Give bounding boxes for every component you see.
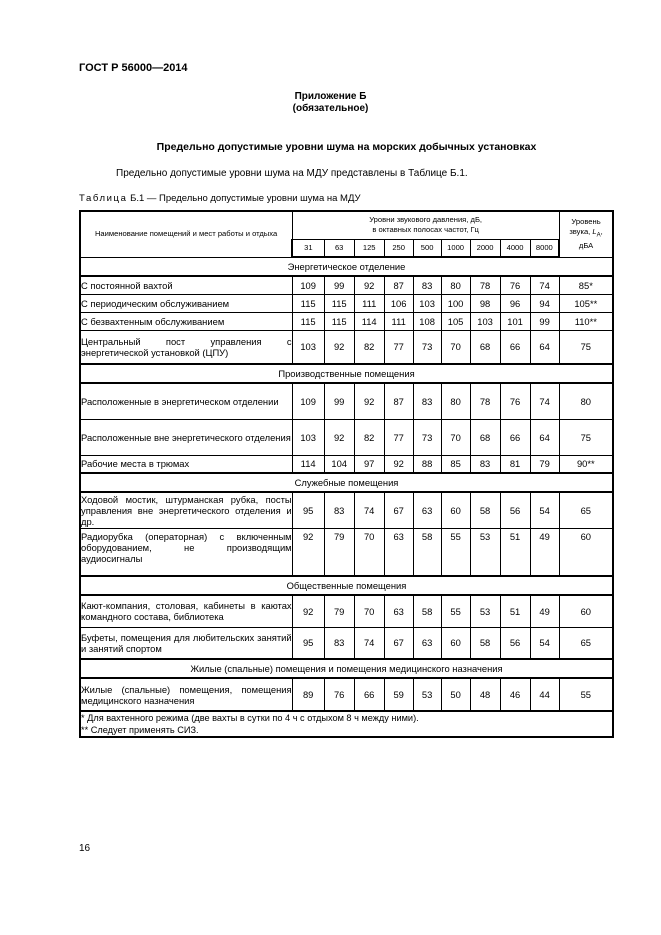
table-caption-label: Таблица [79, 193, 128, 204]
group-title: Служебные помещения [80, 473, 613, 492]
table-row [80, 294, 613, 312]
level-8000hz: 64 [530, 419, 559, 455]
group-row [80, 473, 613, 492]
level-2000hz: 53 [470, 595, 500, 627]
header-sound-level-line2a: звука, [569, 227, 593, 237]
level-63hz: 99 [324, 276, 354, 294]
room-name: С периодическим обслуживанием [80, 294, 292, 312]
level-500hz: 58 [413, 528, 441, 576]
level-500hz: 103 [413, 294, 441, 312]
header-frequency-1000: 1000 [441, 239, 470, 257]
level-4000hz: 66 [500, 419, 530, 455]
level-125hz: 82 [354, 330, 384, 364]
level-8000hz: 49 [530, 595, 559, 627]
room-name: Ходовой мостик, штурманская рубка, посты управления вне энергетического отделения и др. [81, 493, 292, 527]
table-caption [79, 193, 361, 204]
level-2000hz: 68 [470, 330, 500, 364]
level-125hz: 70 [354, 528, 384, 576]
level-250hz: 67 [384, 492, 413, 528]
header-room-name: Наименование помещений и мест работы и отдыха [80, 211, 292, 257]
header-frequency-2000: 2000 [470, 239, 500, 257]
level-1000hz: 85 [441, 455, 470, 473]
level-31hz: 92 [292, 595, 324, 627]
table-row [80, 419, 613, 455]
appendix-title: Приложение Б [294, 91, 367, 102]
level-31hz: 114 [292, 455, 324, 473]
table-caption-text: Б.1 — Предельно допустимые уровни шума на МДУ [127, 193, 361, 204]
level-250hz: 87 [384, 276, 413, 294]
room-name: Кают-компания, столовая, кабинеты в каютах командного состава, библиотека [80, 595, 292, 627]
level-8000hz: 44 [530, 678, 559, 711]
level-63hz: 79 [324, 528, 354, 576]
room-name: Рабочие места в трюмах [80, 455, 292, 473]
level-31hz: 115 [292, 294, 324, 312]
room-name: Расположенные в энергетическом отделении [80, 383, 292, 419]
table-row [80, 312, 613, 330]
level-8000hz: 79 [530, 455, 559, 473]
sound-level-dba: 65 [559, 627, 613, 659]
level-31hz: 89 [292, 678, 324, 711]
document-standard-header: ГОСТ Р 56000—2014 [79, 62, 188, 74]
level-31hz: 109 [292, 276, 324, 294]
level-250hz: 67 [384, 627, 413, 659]
level-500hz: 88 [413, 455, 441, 473]
level-250hz: 77 [384, 419, 413, 455]
table-row [80, 383, 613, 419]
group-title: Жилые (спальные) помещения и помещения медицинского назначения [80, 659, 613, 678]
header-sound-level-line1: Уровень [571, 217, 601, 227]
level-1000hz: 105 [441, 312, 470, 330]
header-frequency-250: 250 [384, 239, 413, 257]
sound-level-dba: 60 [559, 528, 613, 576]
level-250hz: 63 [384, 595, 413, 627]
level-63hz: 83 [324, 492, 354, 528]
level-2000hz: 103 [470, 312, 500, 330]
header-frequency-31: 31 [292, 239, 324, 257]
level-2000hz: 68 [470, 419, 500, 455]
header-sound-pressure-line2: в октавных полосах частот, Гц [372, 225, 479, 235]
level-1000hz: 50 [441, 678, 470, 711]
table-row [80, 528, 613, 576]
level-63hz: 115 [324, 312, 354, 330]
level-125hz: 74 [354, 627, 384, 659]
level-8000hz: 64 [530, 330, 559, 364]
table-row [80, 678, 613, 711]
sound-level-dba: 105** [559, 294, 613, 312]
level-63hz: 92 [324, 330, 354, 364]
level-1000hz: 55 [441, 528, 470, 576]
level-8000hz: 99 [530, 312, 559, 330]
sound-level-dba: 80 [559, 383, 613, 419]
level-250hz: 111 [384, 312, 413, 330]
noise-limits-table [79, 210, 614, 738]
level-250hz: 77 [384, 330, 413, 364]
room-name: С постоянной вахтой [80, 276, 292, 294]
level-8000hz: 94 [530, 294, 559, 312]
sound-level-dba: 90** [559, 455, 613, 473]
level-500hz: 63 [413, 492, 441, 528]
table-row [80, 330, 613, 364]
sound-level-dba: 75 [559, 419, 613, 455]
room-name: Радиорубка (операторная) с включенным оборудованием, не производящим аудиосигналы [80, 528, 292, 576]
level-1000hz: 80 [441, 276, 470, 294]
level-1000hz: 70 [441, 330, 470, 364]
level-500hz: 63 [413, 627, 441, 659]
level-4000hz: 51 [500, 595, 530, 627]
section-title: Предельно допустимые уровни шума на морских добычных установках [156, 141, 537, 153]
level-31hz: 95 [292, 492, 324, 528]
header-frequency-125: 125 [354, 239, 384, 257]
level-63hz: 76 [324, 678, 354, 711]
level-4000hz: 76 [500, 383, 530, 419]
level-250hz: 106 [384, 294, 413, 312]
group-title: Энергетическое отделение [80, 257, 613, 276]
level-8000hz: 49 [530, 528, 559, 576]
level-31hz: 95 [292, 627, 324, 659]
group-row [80, 257, 613, 276]
level-125hz: 82 [354, 419, 384, 455]
level-8000hz: 74 [530, 383, 559, 419]
room-name: Буфеты, помещения для любительских занятий и занятий спортом [80, 627, 292, 659]
level-250hz: 63 [384, 528, 413, 576]
level-63hz: 79 [324, 595, 354, 627]
table-row [80, 276, 613, 294]
footnote-1: * Для вахтенного режима (две вахты в сутки по 4 ч с отдыхом 8 ч между ними). [81, 713, 419, 723]
level-31hz: 109 [292, 383, 324, 419]
appendix-status: (обязательное) [292, 103, 369, 114]
header-sound-level-subscript: A [596, 233, 601, 239]
level-1000hz: 80 [441, 383, 470, 419]
footnotes [80, 711, 613, 737]
level-4000hz: 96 [500, 294, 530, 312]
level-31hz: 92 [292, 528, 324, 576]
group-row [80, 659, 613, 678]
sound-level-dba: 110** [559, 312, 613, 330]
level-31hz: 103 [292, 330, 324, 364]
header-sound-level [559, 211, 613, 257]
level-500hz: 53 [413, 678, 441, 711]
level-2000hz: 58 [470, 492, 500, 528]
footnotes-row [80, 711, 613, 737]
level-2000hz: 98 [470, 294, 500, 312]
level-125hz: 114 [354, 312, 384, 330]
level-1000hz: 70 [441, 419, 470, 455]
sound-level-dba: 55 [559, 678, 613, 711]
table-row [80, 455, 613, 473]
header-frequency-500: 500 [413, 239, 441, 257]
sound-level-dba: 65 [559, 492, 613, 528]
level-1000hz: 100 [441, 294, 470, 312]
level-500hz: 58 [413, 595, 441, 627]
header-sound-pressure [292, 211, 559, 239]
sound-level-dba: 75 [559, 330, 613, 364]
level-2000hz: 83 [470, 455, 500, 473]
level-4000hz: 56 [500, 492, 530, 528]
level-125hz: 66 [354, 678, 384, 711]
level-2000hz: 58 [470, 627, 500, 659]
sound-level-dba: 85* [559, 276, 613, 294]
level-31hz: 103 [292, 419, 324, 455]
level-500hz: 73 [413, 419, 441, 455]
level-250hz: 92 [384, 455, 413, 473]
level-4000hz: 101 [500, 312, 530, 330]
table-row [80, 492, 613, 528]
level-500hz: 83 [413, 383, 441, 419]
level-63hz: 92 [324, 419, 354, 455]
level-4000hz: 81 [500, 455, 530, 473]
table-row [80, 627, 613, 659]
level-4000hz: 76 [500, 276, 530, 294]
intro-paragraph: Предельно допустимые уровни шума на МДУ представлены в Таблице Б.1. [116, 168, 468, 179]
header-sound-level-symbol: L [592, 227, 597, 237]
table-row [80, 595, 613, 627]
level-500hz: 108 [413, 312, 441, 330]
level-2000hz: 53 [470, 528, 500, 576]
level-125hz: 92 [354, 383, 384, 419]
level-4000hz: 66 [500, 330, 530, 364]
header-sound-pressure-line1: Уровни звукового давления, дБ, [369, 215, 483, 225]
group-title: Производственные помещения [80, 364, 613, 383]
level-63hz: 115 [324, 294, 354, 312]
level-1000hz: 60 [441, 492, 470, 528]
header-frequency-8000: 8000 [530, 239, 559, 257]
footnote-2: ** Следует применять СИЗ. [81, 725, 199, 735]
level-2000hz: 78 [470, 383, 500, 419]
level-125hz: 92 [354, 276, 384, 294]
level-2000hz: 78 [470, 276, 500, 294]
header-frequency-63: 63 [324, 239, 354, 257]
level-1000hz: 60 [441, 627, 470, 659]
level-4000hz: 46 [500, 678, 530, 711]
level-63hz: 99 [324, 383, 354, 419]
level-63hz: 104 [324, 455, 354, 473]
level-500hz: 73 [413, 330, 441, 364]
room-name: Расположенные вне энергетического отделения [80, 419, 292, 455]
level-125hz: 111 [354, 294, 384, 312]
header-sound-level-comma: , [600, 227, 603, 237]
group-title: Общественные помещения [80, 576, 613, 595]
level-125hz: 74 [354, 492, 384, 528]
level-2000hz: 48 [470, 678, 500, 711]
level-4000hz: 56 [500, 627, 530, 659]
header-sound-level-line3: дБА [578, 241, 594, 250]
level-1000hz: 55 [441, 595, 470, 627]
group-row [80, 576, 613, 595]
level-8000hz: 74 [530, 276, 559, 294]
level-500hz: 83 [413, 276, 441, 294]
room-name: С безвахтенным обслуживанием [80, 312, 292, 330]
page-number: 16 [79, 843, 91, 854]
sound-level-dba: 60 [559, 595, 613, 627]
level-63hz: 83 [324, 627, 354, 659]
level-8000hz: 54 [530, 627, 559, 659]
header-frequency-4000: 4000 [500, 239, 530, 257]
group-row [80, 364, 613, 383]
room-name: Центральный пост управления с энергетической установкой (ЦПУ) [80, 330, 292, 364]
level-4000hz: 51 [500, 528, 530, 576]
level-31hz: 115 [292, 312, 324, 330]
level-8000hz: 54 [530, 492, 559, 528]
level-125hz: 97 [354, 455, 384, 473]
room-name: Жилые (спальные) помещения, помещения медицинского назначения [80, 678, 292, 711]
level-250hz: 87 [384, 383, 413, 419]
level-125hz: 70 [354, 595, 384, 627]
level-250hz: 59 [384, 678, 413, 711]
